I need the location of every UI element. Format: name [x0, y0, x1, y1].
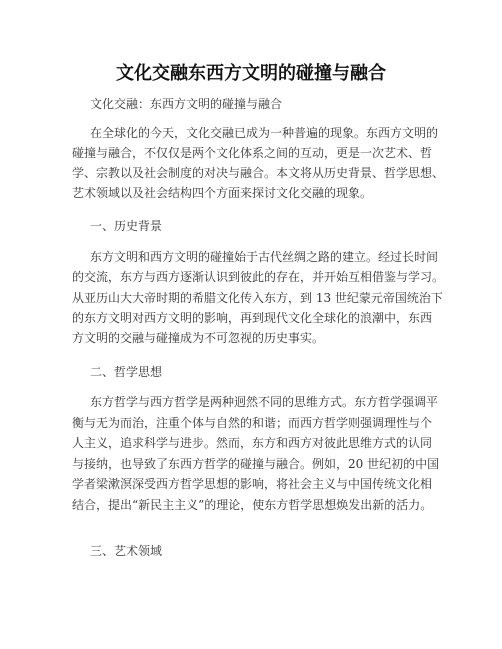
paragraph-line: 与接纳，也导致了东西方哲学的碰撞与融合。例如，20 世纪初的中国	[72, 457, 440, 471]
section-heading: 一、历史背景	[90, 219, 163, 233]
paragraph-line: 从亚历山大大帝时期的希腊文化传入东方，到 13 世纪蒙元帝国统治下	[72, 291, 443, 305]
document-subtitle: 文化交融：东西方文明的碰撞与融合	[90, 97, 283, 111]
paragraph-line: 学、宗教以及社会制度的对决与融合。本文将从历史背景、哲学思想、	[72, 166, 445, 180]
paragraph-line: 结合，提出“新民主主义”的理论，使东方哲学思想焕发出新的活力。	[72, 498, 433, 512]
section-heading: 三、艺术领域	[90, 544, 163, 558]
paragraph-line: 在全球化的今天，文化交融已成为一种普遍的现象。东西方文明的	[90, 126, 439, 140]
paragraph-line: 的交流，东方与西方逐渐认识到彼此的存在，并开始互相借鉴与学习。	[72, 270, 445, 284]
paragraph-line: 人主义，追求科学与进步。然而，东方和西方对彼此思维方式的认同	[72, 436, 433, 450]
paragraph-line: 碰撞与融合，不仅仅是两个文化体系之间的互动，更是一次艺术、哲	[72, 146, 433, 160]
paragraph-line: 衡与无为而治，注重个体与自然的和谐；而西方哲学则强调理性与个	[72, 416, 433, 430]
paragraph-line: 东方哲学与西方哲学是两种迥然不同的思维方式。东方哲学强调平	[90, 395, 439, 409]
paragraph-line: 方文明的交融与碰撞成为不可忽视的历史事实。	[72, 331, 325, 345]
document-title: 文化交融东西方文明的碰撞与融合	[116, 63, 386, 84]
paragraph-line: 艺术领域以及社会结构四个方面来探讨文化交融的现象。	[72, 186, 373, 200]
paragraph-line: 学者梁漱溟深受西方哲学思想的影响，将社会主义与中国传统文化相	[72, 477, 433, 491]
paragraph-line: 东方文明和西方文明的碰撞始于古代丝绸之路的建立。经过长时间	[90, 250, 439, 264]
paragraph-line: 的东方文明对西方文明的影响，再到现代文化全球化的浪潮中，东西	[72, 311, 433, 325]
section-heading: 二、哲学思想	[90, 365, 163, 379]
